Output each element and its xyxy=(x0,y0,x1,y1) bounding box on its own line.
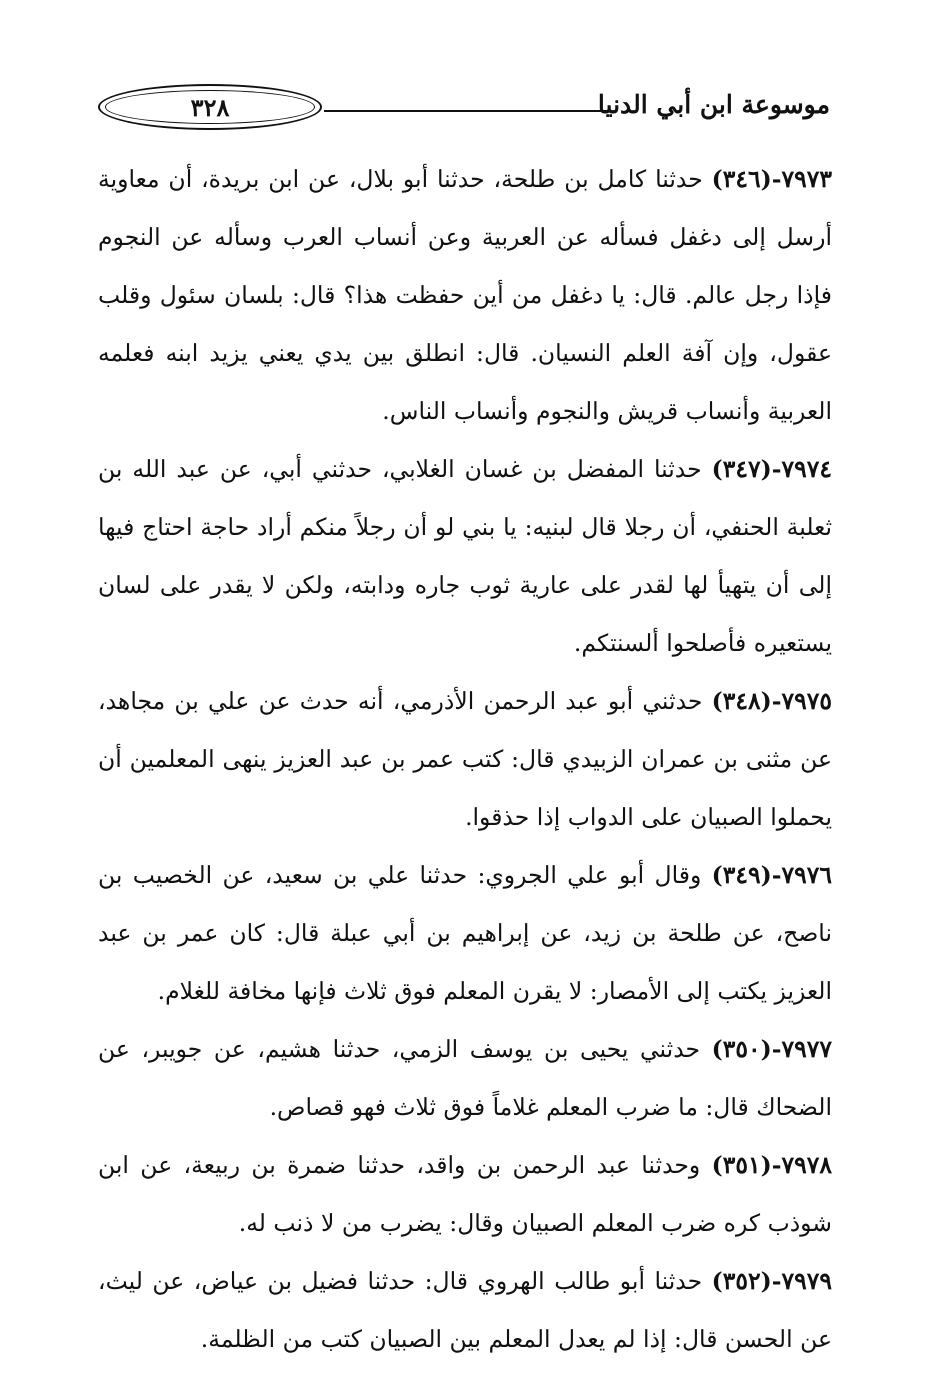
hadith-entry xyxy=(98,1252,832,1368)
page-number-frame xyxy=(98,84,322,130)
hadith-entry xyxy=(98,1136,832,1252)
hadith-entry xyxy=(98,672,832,846)
header-rule xyxy=(324,110,612,112)
entry-number: ٧٩٧٥-(٣٤٨) xyxy=(711,687,832,715)
page-body xyxy=(98,150,832,1368)
hadith-entry xyxy=(98,440,832,672)
entry-text: حدثني يحيى بن يوسف الزمي، حدثنا هشيم، عن جويبر، عن الضحاك قال: ما ضرب المعلم غلاماً فوق ثلاث فهو قصاص. xyxy=(98,1035,832,1121)
entry-number: ٧٩٧٦-(٣٤٩) xyxy=(711,861,832,889)
entry-number: ٧٩٧٣-(٣٤٦) xyxy=(711,165,832,193)
entry-number: ٧٩٧٧-(٣٥٠) xyxy=(711,1035,832,1063)
entry-text: حدثني أبو عبد الرحمن الأذرمي، أنه حدث عن علي بن مجاهد، عن مثنى بن عمران الزبيدي قال: كتب عمر بن عبد العزيز ينهى المعلمين أن يحملوا الصبيان على الدواب إذا حذقوا. xyxy=(98,687,832,831)
entry-text: حدثنا كامل بن طلحة، حدثنا أبو بلال، عن ابن بريدة، أن معاوية أرسل إلى دغفل فسأله عن العربية وعن أنساب العرب وسأله عن النجوم فإذا رجل عالم. قال: يا دغفل من أين حفظت هذا؟ قال: بلسان سئول وقلب عقول، وإن آفة العلم النسيان. قال: انطلق بين يدي يعني يزيد ابنه فعلمه العربية وأنساب قريش والنجوم وأنساب الناس. xyxy=(98,165,832,425)
entry-number: ٧٩٧٤-(٣٤٧) xyxy=(711,455,832,483)
hadith-entry xyxy=(98,846,832,1020)
entry-text: وحدثنا عبد الرحمن بن واقد، حدثنا ضمرة بن ربيعة، عن ابن شوذب كره ضرب المعلم الصبيان وقال: يضرب من لا ذنب له. xyxy=(98,1151,832,1237)
hadith-entry xyxy=(98,150,832,440)
book-title: موسوعة ابن أبي الدنيا xyxy=(597,90,830,119)
page-number: ٣٢٨ xyxy=(190,92,230,122)
page-header xyxy=(98,82,830,134)
entry-number: ٧٩٧٨-(٣٥١) xyxy=(711,1151,832,1179)
entry-text: حدثنا المفضل بن غسان الغلابي، حدثني أبي، عن عبد الله بن ثعلبة الحنفي، أن رجلا قال لبنيه: يا بني لو أن رجلاً منكم أراد حاجة احتاج فيها إلى أن يتهيأ لها لقدر على عارية ثوب جاره ودابته، ولكن لا يقدر على لسان يستعيره فأصلحوا ألسنتكم. xyxy=(98,455,832,657)
entry-number: ٧٩٧٩-(٣٥٢) xyxy=(711,1267,832,1295)
hadith-entry xyxy=(98,1020,832,1136)
entry-text: وقال أبو علي الجروي: حدثنا علي بن سعيد، عن الخصيب بن ناصح، عن طلحة بن زيد، عن إبراهيم بن أبي عبلة قال: كان عمر بن عبد العزيز يكتب إلى الأمصار: لا يقرن المعلم فوق ثلاث فإنها مخافة للغلام. xyxy=(98,861,832,1005)
entry-text: حدثنا أبو طالب الهروي قال: حدثنا فضيل بن عياض، عن ليث، عن الحسن قال: إذا لم يعدل المعلم بين الصبيان كتب من الظلمة. xyxy=(98,1267,832,1353)
